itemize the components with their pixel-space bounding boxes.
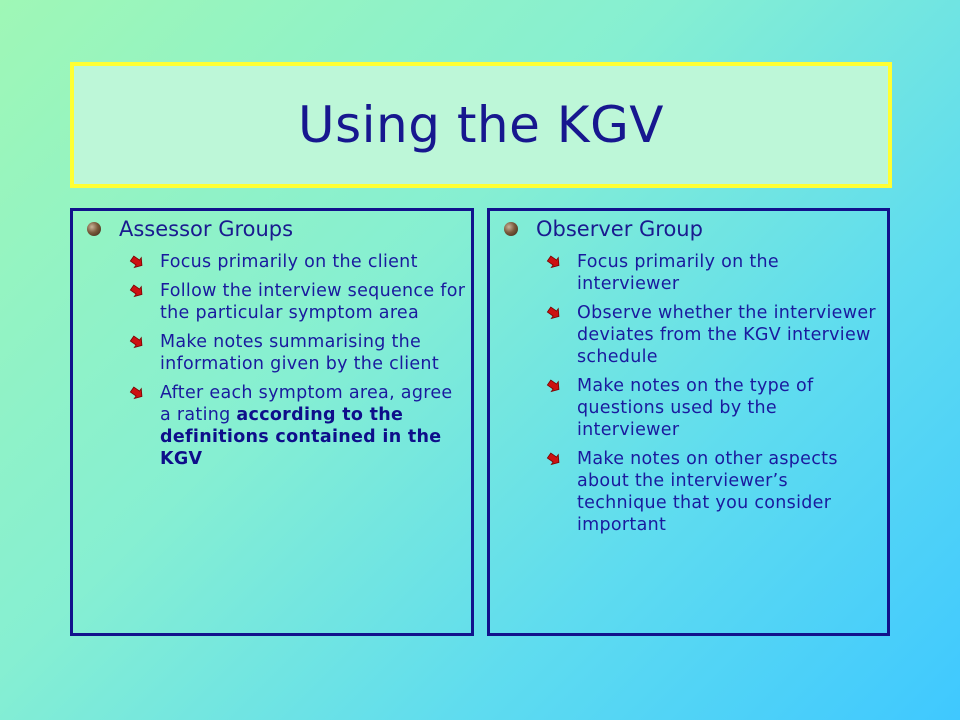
item-text: Focus primarily on the interviewer: [577, 252, 779, 294]
item-text: Focus primarily on the client: [160, 252, 418, 272]
item-text: Make notes on other aspects about the interviewer’s technique that you consider important: [577, 449, 838, 535]
observer-group-list: [542, 251, 883, 543]
item-emphasis: according to the definitions contained in the KGV: [160, 405, 442, 469]
observer-group-panel: [487, 208, 890, 636]
arrow-down-right-icon: [546, 305, 562, 321]
arrow-down-right-icon: [129, 254, 145, 270]
arrow-down-right-icon: [129, 385, 145, 401]
list-item: [542, 302, 883, 368]
item-text: Follow the interview sequence for the particular symptom area: [160, 281, 466, 323]
bronze-ball-icon: [87, 222, 101, 236]
arrow-down-right-icon: [546, 451, 562, 467]
list-item: [125, 280, 467, 324]
arrow-down-right-icon: [546, 378, 562, 394]
item-text: After each symptom area, agree a rating: [160, 383, 453, 425]
observer-group-title: Observer Group: [536, 217, 703, 241]
bronze-ball-icon: [504, 222, 518, 236]
list-item: [542, 251, 883, 295]
slide-title: Using the KGV: [297, 96, 665, 154]
item-text: Make notes on the type of questions used by the interviewer: [577, 376, 814, 440]
assessor-groups-list: [125, 251, 467, 477]
arrow-down-right-icon: [546, 254, 562, 270]
arrow-down-right-icon: [129, 334, 145, 350]
list-item: [125, 331, 467, 375]
assessor-groups-heading: [87, 217, 293, 241]
title-box: [70, 62, 892, 188]
item-text: Observe whether the interviewer deviates from the KGV interview schedule: [577, 303, 876, 367]
list-item: [125, 382, 467, 470]
item-text: Make notes summarising the information given by the client: [160, 332, 439, 374]
arrow-down-right-icon: [129, 283, 145, 299]
list-item: [125, 251, 467, 273]
list-item: [542, 375, 883, 441]
assessor-groups-title: Assessor Groups: [119, 217, 294, 241]
observer-group-heading: [504, 217, 703, 241]
assessor-groups-panel: [70, 208, 474, 636]
list-item: [542, 448, 883, 536]
